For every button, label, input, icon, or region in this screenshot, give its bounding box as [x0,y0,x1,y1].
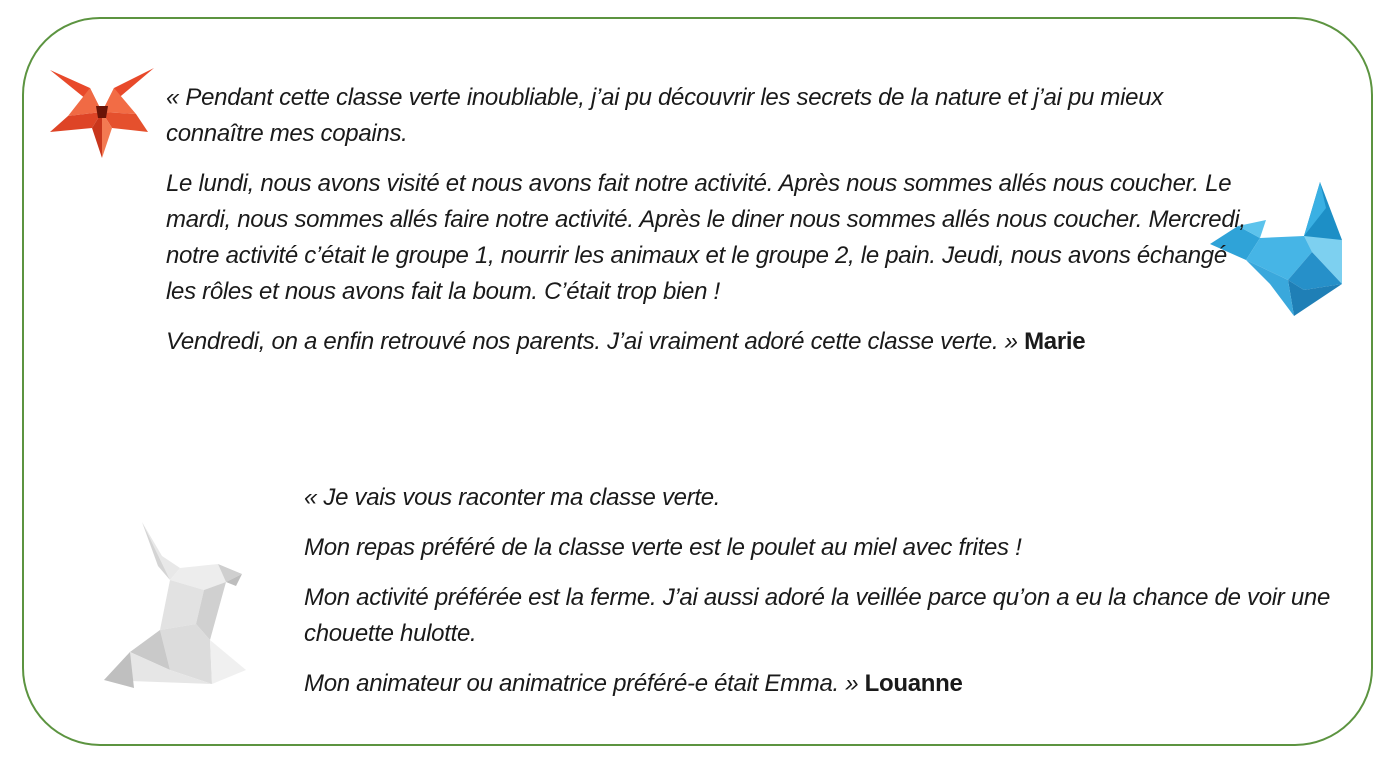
testimonial-closing-text: Mon animateur ou animatrice préféré-e était Emma. » [304,670,859,697]
testimonial-closing-text: Vendredi, on a enfin retrouvé nos parents. J’ai vraiment adoré cette classe verte. » [166,328,1018,355]
origami-rabbit-icon [100,520,250,690]
testimonial-paragraph [304,666,1364,702]
testimonial-paragraph: « Je vais vous raconter ma classe verte. [304,484,721,511]
origami-flower-icon [48,66,156,160]
author-name: Marie [1024,328,1086,355]
testimonial-paragraph: Mon activité préférée est la ferme. J’ai aussi adoré la veillée parce qu’on a eu la chance de voir une chouette hulotte. [304,584,1330,647]
testimonial-paragraph: Le lundi, nous avons visité et nous avons fait notre activité. Après nous sommes allés nous coucher. Le mardi, nous sommes allés faire notre activité. Après le diner nous sommes allés nous coucher. Mercredi, notre activité c’était le groupe 1, nourrir les animaux et le groupe 2, le pain. Jeudi, nous avons échangé les rôles et nous avons fait la boum. C’était trop bien ! [166,170,1246,305]
testimonial-paragraph [166,324,1246,360]
testimonial-paragraph: « Pendant cette classe verte inoubliable, j’ai pu découvrir les secrets de la nature et j’ai pu mieux connaître mes copains. [166,84,1163,147]
testimonial-marie [166,80,1246,374]
testimonial-louanne [304,480,1364,716]
testimonial-paragraph: Mon repas préféré de la classe verte est le poulet au miel avec frites ! [304,534,1022,561]
author-name: Louanne [864,670,963,697]
